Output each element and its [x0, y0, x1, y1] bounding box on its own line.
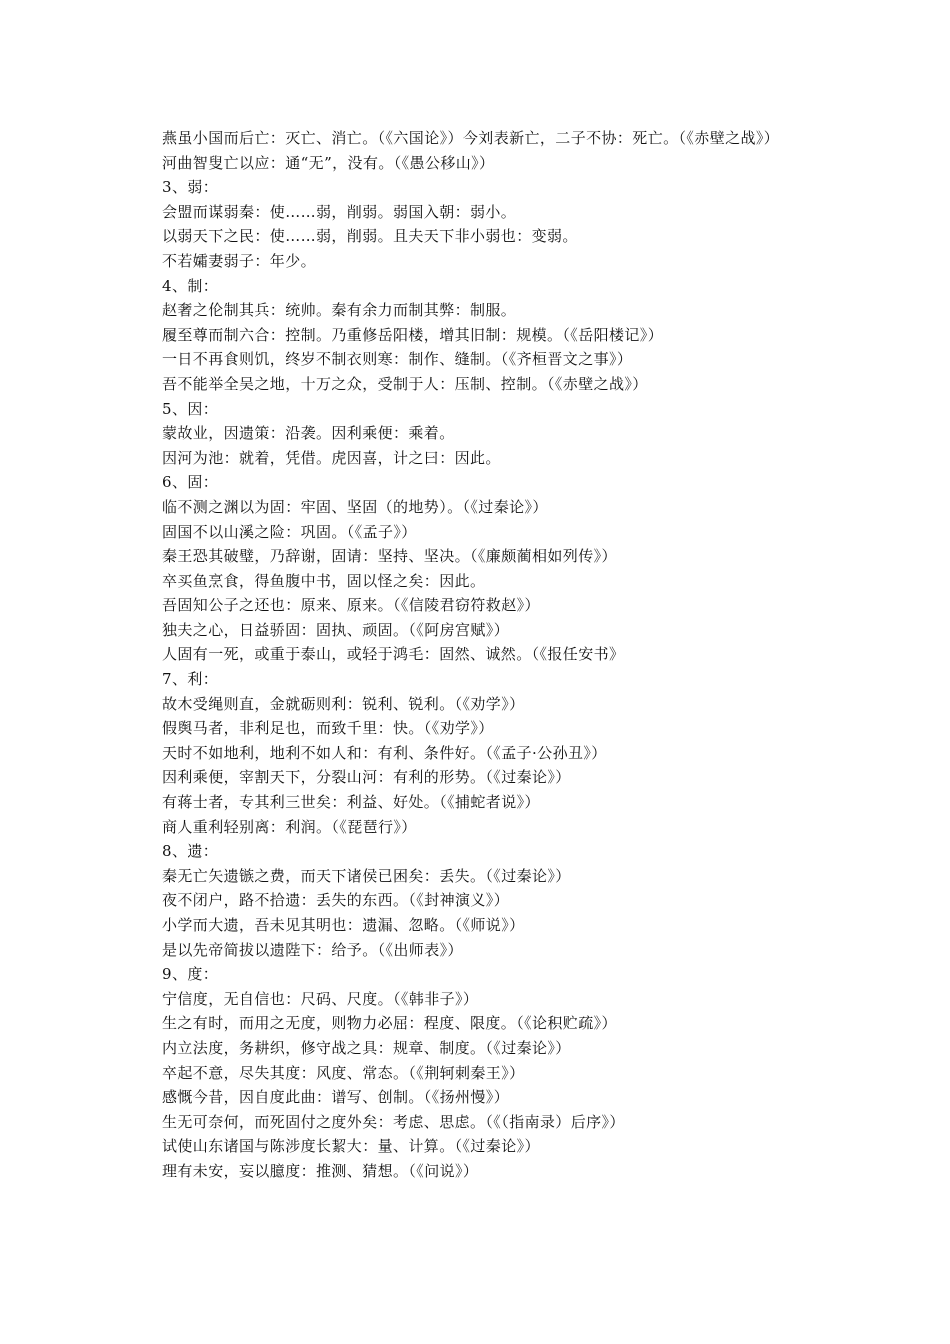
text-line: 以弱天下之民：使……弱，削弱。且夫天下非小弱也：变弱。 — [162, 227, 578, 246]
text-line: 理有未安，妄以臆度：推测、猜想。（《问说》） — [162, 1161, 479, 1180]
text-line: 秦王恐其破璧，乃辞谢，固请：坚持、坚决。（《廉颇蔺相如列传》） — [162, 547, 617, 566]
text-line: 商人重利轻别离：利润。（《琵琶行》） — [162, 817, 417, 836]
text-line: 吾不能举全吴之地，十万之众，受制于人：压制、控制。（《赤壁之战》） — [162, 374, 648, 393]
text-line: 小学而大遗，吾未见其明也：遗漏、忽略。（《师说》） — [162, 916, 525, 934]
text-line: 一日不再食则饥，终岁不制衣则寒：制作、缝制。（《齐桓晋文之事》） — [162, 350, 633, 369]
text-line: 独夫之心，日益骄固：固执、顽固。（《阿房宫赋》） — [162, 620, 510, 639]
section-heading: 7、利： — [162, 670, 219, 689]
text-line: 蒙故业，因遗策：沿袭。因利乘便：乘着。 — [162, 424, 455, 443]
text-line: 生无可奈何，而死固付之度外矣：考虑、思虑。（《（指南录）后序》） — [162, 1112, 625, 1131]
text-line: 不若孀妻弱子：年少。 — [162, 251, 317, 270]
text-line: 河曲智叟亡以应：通“无”，没有。（《愚公移山》） — [162, 153, 495, 172]
text-line: 会盟而谋弱秦：使……弱，削弱。弱国入朝：弱小。 — [162, 202, 517, 221]
text-line: 有蒋士者，专其利三世矣：利益、好处。（《捕蛇者说》） — [162, 793, 540, 812]
text-line: 燕虽小国而后亡：灭亡、消亡。（《六国论》）今刘表新亡，二子不协：死亡。（《赤壁之战》） — [162, 129, 780, 147]
text-line: 是以先帝简拔以遗陛下：给予。（《出师表》） — [162, 940, 463, 959]
section-heading: 5、因： — [162, 399, 219, 418]
text-line: 故木受绳则直，金就砺则利：锐利、锐利。（《劝学》） — [162, 694, 525, 713]
text-line: 固国不以山溪之险：巩固。（《孟子》） — [162, 522, 417, 541]
text-line: 天时不如地利，地利不如人和：有利、条件好。（《孟子·公孙丑》） — [162, 743, 607, 762]
section-heading: 6、固： — [162, 473, 219, 492]
text-line: 宁信度，无自信也：尺码、尺度。（《韩非子》） — [162, 989, 479, 1008]
section-heading: 4、制： — [162, 276, 219, 295]
text-line: 内立法度，务耕织，修守战之具：规章、制度。（《过秦论》） — [162, 1038, 571, 1057]
text-line: 感慨今昔，因自度此曲：谱写、创制。（《扬州慢》） — [162, 1088, 510, 1107]
section-heading: 3、弱： — [162, 178, 219, 197]
text-line: 履至尊而制六合：控制。乃重修岳阳楼，增其旧制：规模。（《岳阳楼记》） — [162, 325, 664, 344]
text-line: 临不测之渊以为固：牢固、坚固（的地势）。（《过秦论》） — [162, 497, 548, 516]
text-line: 赵奢之伦制其兵：统帅。秦有余力而制其弊：制服。 — [162, 301, 517, 320]
section-heading: 9、度： — [162, 965, 219, 984]
section-heading: 8、遗： — [162, 842, 219, 861]
text-line: 试使山东诸国与陈涉度长絜大：量、计算。（《过秦论》） — [162, 1137, 540, 1156]
document-body — [146, 126, 816, 1184]
text-line: 因河为池：就着，凭借。虎因喜，计之曰：因此。 — [162, 448, 501, 467]
text-line: 因利乘便，宰割天下，分裂山河：有利的形势。（《过秦论》） — [162, 768, 571, 787]
text-line: 吾固知公子之还也：原来、原来。（《信陵君窃符救赵》） — [162, 596, 540, 615]
text-line: 卒起不意，尽失其度：风度、常态。（《荆轲刺秦王》） — [162, 1063, 525, 1082]
text-line: 假舆马者，非利足也，而致千里：快。（《劝学》） — [162, 719, 494, 738]
text-line: 卒买鱼烹食，得鱼腹中书，固以怪之矣：因此。 — [162, 571, 486, 590]
text-line: 人固有一死，或重于泰山，或轻于鸿毛：固然、诚然。（《报任安书》 — [162, 645, 625, 664]
text-line: 生之有时，而用之无度，则物力必屈：程度、限度。（《论积贮疏》） — [162, 1014, 617, 1033]
text-line: 夜不闭户，路不拾遗：丢失的东西。（《封神演义》） — [162, 891, 510, 910]
text-line: 秦无亡矢遗镞之费，而天下诸侯已困矣：丢失。（《过秦论》） — [162, 866, 571, 885]
